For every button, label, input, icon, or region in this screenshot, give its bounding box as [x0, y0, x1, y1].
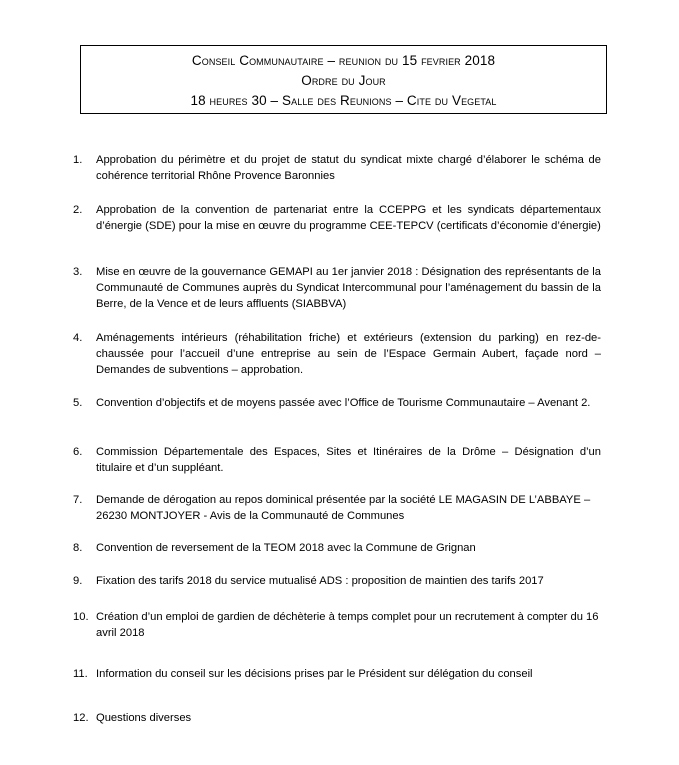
- agenda-list: [0, 152, 679, 730]
- agenda-item-12: [0, 710, 679, 730]
- agenda-item-text: Questions diverses: [96, 712, 192, 724]
- agenda-item-text: Demande de dérogation au repos dominical présentée par la société LE MAGASIN DE L’ABBAYE – 26230 MONTJOYER - Avis de la Communauté de Communes: [96, 494, 591, 522]
- agenda-item-text: Aménagements intérieurs (réhabilitation friche) et extérieurs (extension du parking) en rez-de-chaussée pour l’accueil d’une entreprise au sein de l’Espace Germain Aubert, façade nord – Demandes de subventions – approbation.: [96, 332, 601, 376]
- meeting-time-place: 18 heures 30 – Salle des Reunions – Cite du Vegetal: [190, 93, 497, 108]
- agenda-item-3: [0, 264, 679, 330]
- agenda-item-text: Fixation des tarifs 2018 du service mutualisé ADS : proposition de maintien des tarifs 2017: [96, 575, 544, 587]
- agenda-item-11: [0, 666, 679, 710]
- agenda-item-text: Création d’un emploi de gardien de déchèterie à temps complet pour un recrutement à compter du 16 avril 2018: [96, 611, 599, 639]
- agenda-item-text: Approbation de la convention de partenariat entre la CCEPPG et les syndicats départementaux d’énergie (SDE) pour la mise en œuvre du programme CEE-TEPCV (certificats d’économie d’énergie): [96, 204, 601, 232]
- agenda-item-text: Convention de reversement de la TEOM 2018 avec la Commune de Grignan: [96, 542, 476, 554]
- agenda-item-8: [0, 540, 679, 573]
- agenda-item-6: [0, 444, 679, 492]
- agenda-item-2: [0, 202, 679, 264]
- agenda-item-number: 4.: [73, 332, 83, 344]
- agenda-item-text: Approbation du périmètre et du projet de statut du syndicat mixte chargé d’élaborer le schéma de cohérence territorial Rhône Provence Baronnies: [96, 154, 601, 182]
- agenda-item-number: 11.: [73, 668, 88, 680]
- agenda-item-number: 12.: [73, 712, 89, 724]
- agenda-item-4: [0, 330, 679, 395]
- agenda-item-number: 7.: [73, 494, 83, 506]
- agenda-item-text: Mise en œuvre de la gouvernance GEMAPI au 1er janvier 2018 : Désignation des représentants de la Communauté de Communes auprès du Syndicat Intercommunal pour l’aménagement du bassin de la Berre, de la Vence et de leurs affluents (SIABBVA): [96, 266, 601, 310]
- agenda-item-number: 3.: [73, 266, 83, 278]
- agenda-item-number: 8.: [73, 542, 83, 554]
- meeting-title: Conseil Communautaire – reunion du 15 fevrier 2018: [191, 53, 496, 68]
- agenda-header-box: [80, 45, 607, 114]
- agenda-item-number: 2.: [73, 204, 83, 216]
- agenda-item-7: [0, 492, 679, 540]
- agenda-item-5: [0, 395, 679, 444]
- agenda-item-9: [0, 573, 679, 609]
- agenda-item-1: [0, 152, 679, 202]
- agenda-item-number: 9.: [73, 575, 83, 587]
- agenda-item-number: 6.: [73, 446, 83, 458]
- agenda-item-number: 5.: [73, 397, 83, 409]
- agenda-item-number: 1.: [73, 154, 83, 166]
- agenda-item-number: 10.: [73, 611, 89, 623]
- agenda-item-10: [0, 609, 679, 666]
- agenda-heading: Ordre du Jour: [301, 73, 386, 88]
- agenda-item-text: Information du conseil sur les décisions prises par le Président sur délégation du conseil: [96, 668, 533, 680]
- agenda-item-text: Commission Départementale des Espaces, Sites et Itinéraires de la Drôme – Désignation d’un titulaire et d’un suppléant.: [96, 446, 601, 474]
- agenda-item-text: Convention d’objectifs et de moyens passée avec l’Office de Tourisme Communautaire – Avenant 2.: [96, 397, 591, 409]
